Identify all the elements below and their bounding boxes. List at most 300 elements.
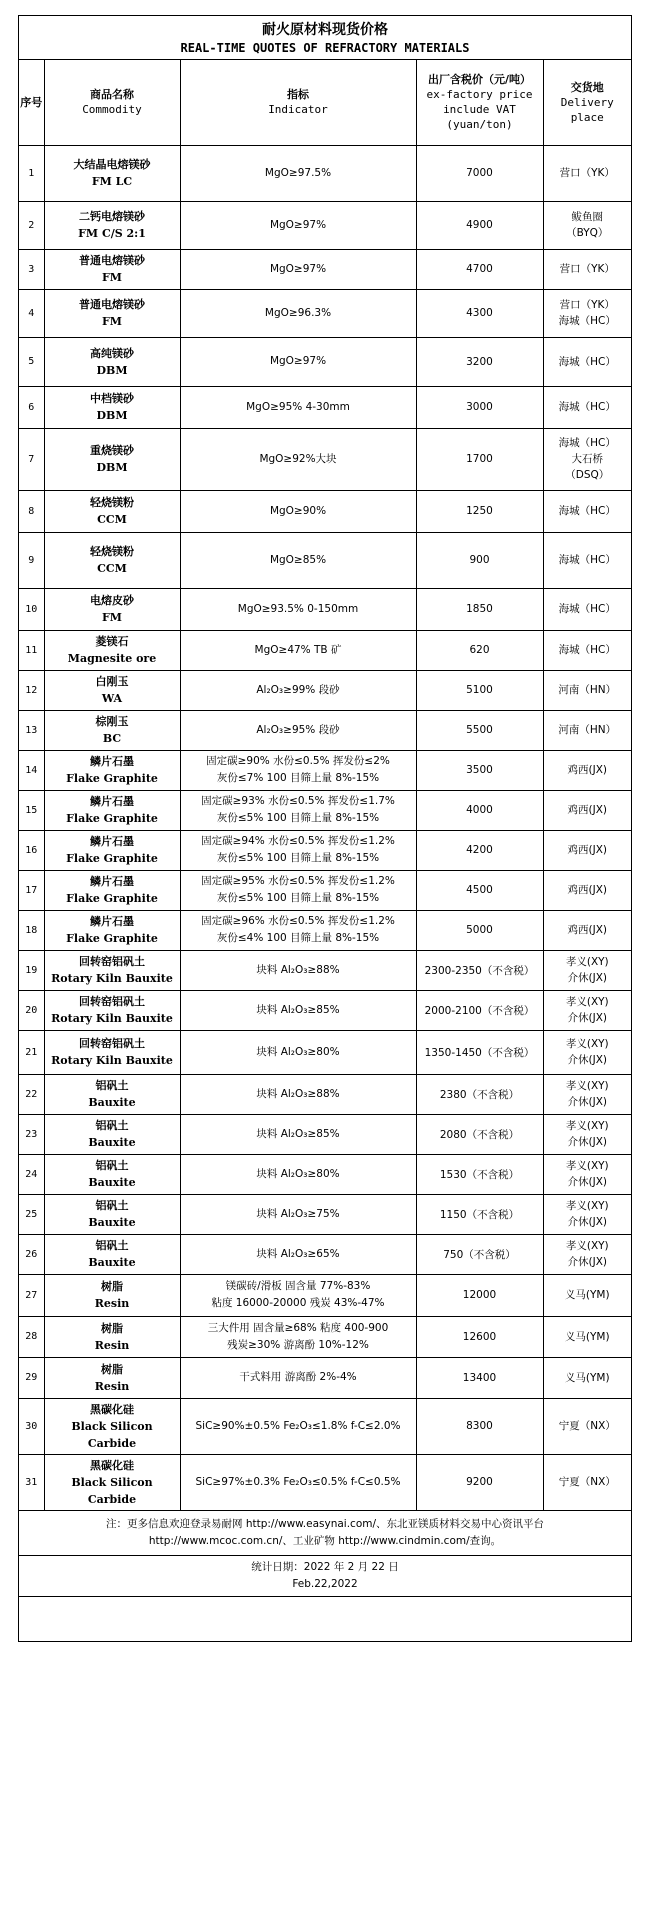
row-number-text: 29 (25, 1372, 38, 1383)
delivery-place-cell (543, 830, 631, 870)
row-number (19, 1274, 44, 1316)
table-row (19, 201, 631, 249)
delivery-place-line: 孝义(XY) (565, 956, 609, 968)
row-number (19, 670, 44, 710)
price-cell (416, 950, 543, 990)
commodity-cn: 回转窑铝矾土 (79, 1037, 145, 1050)
price-cell (416, 870, 543, 910)
delivery-place-line: 鸡西(JX) (567, 844, 607, 856)
price-cell (416, 1316, 543, 1357)
commodity-en: Bauxite (88, 1176, 136, 1189)
table-row (19, 630, 631, 670)
delivery-place-cell (543, 1274, 631, 1316)
commodity-cell (44, 588, 180, 630)
commodity-cell (44, 249, 180, 289)
delivery-place-cell (543, 1154, 631, 1194)
price-cell (416, 1114, 543, 1154)
footer-note (19, 1511, 631, 1555)
indicator-line: 灰份≤4% 100 目筛上量 8%-15% (216, 932, 380, 944)
price-value: 1250 (466, 505, 493, 517)
commodity-cn: 高纯镁砂 (90, 346, 134, 360)
commodity-en: Black Silicon Carbide (71, 1419, 153, 1450)
indicator-cell (180, 588, 416, 630)
indicator-line: 灰份≤5% 100 目筛上量 8%-15% (216, 852, 380, 864)
commodity-cn: 白刚玉 (95, 675, 129, 688)
delivery-place-line: 义马(YM) (564, 1371, 610, 1384)
commodity-en: FM LC (91, 175, 133, 188)
row-number-text: 5 (28, 356, 35, 367)
commodity-en: Bauxite (88, 1216, 136, 1229)
indicator-cell (180, 1074, 416, 1114)
indicator-line: 块料 Al₂O₃≥65% (256, 1247, 340, 1260)
commodity-cell (44, 201, 180, 249)
commodity-cn: 铝矾土 (95, 1119, 129, 1132)
row-number-text: 27 (25, 1289, 38, 1301)
delivery-place-line: 义马(YM) (564, 1330, 610, 1343)
commodity-cell (44, 1154, 180, 1194)
commodity-cell (44, 386, 180, 428)
row-number-text: 25 (25, 1208, 38, 1220)
indicator-line: MgO≥93.5% 0-150mm (237, 602, 359, 615)
indicator-line: 块料 Al₂O₃≥80% (256, 1045, 340, 1058)
header-commodity: 商品名称 Commodity (44, 60, 180, 145)
commodity-cn: 鳞片石墨 (90, 835, 134, 848)
row-number-text: 8 (28, 505, 35, 517)
delivery-place-line: 孝义(XY) (565, 1120, 609, 1132)
table-row (19, 990, 631, 1030)
price-value: 8300 (466, 1420, 493, 1432)
table-row (19, 1398, 631, 1454)
commodity-en: WA (101, 692, 123, 705)
indicator-cell (180, 710, 416, 750)
table-row (19, 910, 631, 950)
table-row (19, 750, 631, 790)
delivery-place-cell (543, 588, 631, 630)
indicator-line: 粘度 16000-20000 残炭 43%-47% (211, 1297, 385, 1309)
price-cell (416, 830, 543, 870)
indicator-line: 块料 Al₂O₃≥88% (256, 963, 340, 976)
delivery-place-line: 孝义(XY) (565, 1038, 609, 1050)
price-value: 7000 (466, 167, 493, 179)
row-number (19, 289, 44, 337)
commodity-cell (44, 990, 180, 1030)
indicator-cell (180, 990, 416, 1030)
row-number-text: 24 (25, 1168, 38, 1180)
delivery-place-cell (543, 910, 631, 950)
delivery-place-line: 孝义(XY) (565, 1080, 609, 1092)
commodity-cn: 中档镁砂 (90, 392, 134, 405)
indicator-cell (180, 630, 416, 670)
indicator-line: 镁碳砖/滑板 固含量 77%-83% (225, 1280, 371, 1292)
table-row (19, 1074, 631, 1114)
price-value: 3200 (466, 355, 493, 368)
table-row (19, 1114, 631, 1154)
header-no: 序号 (19, 60, 44, 145)
indicator-line: 残炭≥30% 游离酚 10%-12% (227, 1338, 369, 1351)
note-line-1: 注：更多信息欢迎登录易耐网 http://www.easynai.com/、东北亚镁质材料交易中心资讯平台 (105, 1517, 545, 1530)
indicator-line: Al₂O₃≥95% 段砂 (256, 723, 340, 736)
commodity-cn: 鳞片石墨 (90, 795, 134, 808)
price-cell (416, 588, 543, 630)
delivery-place-cell (543, 670, 631, 710)
row-number-text: 23 (25, 1128, 38, 1140)
price-cell (416, 710, 543, 750)
table-row (19, 1234, 631, 1274)
commodity-en: Magnesite ore (67, 652, 157, 665)
commodity-cn: 轻烧镁粉 (90, 545, 134, 558)
delivery-place-line: 海城（HC） (558, 644, 616, 656)
price-value: 1700 (466, 453, 493, 465)
delivery-place-line: 介休(JX) (567, 1216, 607, 1228)
indicator-line: 固定碳≥94% 水份≤0.5% 挥发份≤1.2% (201, 835, 395, 847)
delivery-place-line: 海城（HC） (558, 315, 616, 327)
commodity-cn: 轻烧镁粉 (90, 496, 134, 509)
row-number-text: 15 (25, 804, 38, 816)
row-number (19, 1194, 44, 1234)
delivery-place-cell (543, 1074, 631, 1114)
indicator-line: 块料 Al₂O₃≥88% (256, 1087, 340, 1100)
row-number (19, 870, 44, 910)
delivery-place-cell (543, 1316, 631, 1357)
commodity-en: FM (102, 271, 122, 284)
indicator-cell (180, 428, 416, 490)
commodity-cn: 大结晶电熔镁砂 (73, 158, 151, 171)
indicator-line: MgO≥47% TB 矿 (254, 643, 342, 656)
delivery-place-line: 鸡西(JX) (567, 924, 607, 936)
date-cn: 统计日期：2022 年 2 月 22 日 (251, 1560, 399, 1573)
indicator-cell (180, 910, 416, 950)
price-cell (416, 1454, 543, 1510)
price-cell (416, 790, 543, 830)
commodity-cn: 普通电熔镁砂 (79, 254, 145, 267)
delivery-place-line: 孝义(XY) (565, 1240, 609, 1252)
price-cell (416, 1398, 543, 1454)
delivery-place-cell (543, 201, 631, 249)
indicator-cell (180, 337, 416, 386)
delivery-place-line: 义马(YM) (564, 1289, 610, 1301)
indicator-cell (180, 386, 416, 428)
commodity-en: Rotary Kiln Bauxite (51, 972, 173, 985)
indicator-cell (180, 1194, 416, 1234)
row-number-text: 1 (28, 167, 35, 179)
row-number-text: 31 (25, 1476, 38, 1488)
delivery-place-cell (543, 990, 631, 1030)
delivery-place-cell (543, 386, 631, 428)
delivery-place-cell (543, 428, 631, 490)
table-row (19, 337, 631, 386)
row-number (19, 990, 44, 1030)
commodity-en: CCM (97, 562, 127, 575)
commodity-cell (44, 1454, 180, 1510)
indicator-cell (180, 490, 416, 532)
price-value: 2380（不含税） (439, 1088, 520, 1101)
delivery-place-line: 营口（YK） (559, 167, 615, 179)
commodity-cn: 树脂 (101, 1321, 123, 1335)
delivery-place-line: 海城（HC） (558, 505, 616, 517)
table-row (19, 1274, 631, 1316)
indicator-line: MgO≥85% (269, 553, 327, 566)
row-number (19, 1398, 44, 1454)
indicator-cell (180, 950, 416, 990)
delivery-place-line: 海城（HC） (558, 554, 616, 566)
delivery-place-cell (543, 490, 631, 532)
commodity-cn: 回转窑铝矾土 (79, 995, 145, 1008)
delivery-place-line: 河南（HN） (558, 684, 617, 696)
row-number (19, 630, 44, 670)
delivery-place-cell (543, 1454, 631, 1510)
indicator-cell (180, 1357, 416, 1398)
note-line-2: http://www.mcoc.com.cn/、工业矿物 http://www.cindmin.com/查询。 (148, 1534, 502, 1547)
row-number-text: 16 (25, 844, 38, 856)
price-cell (416, 910, 543, 950)
delivery-place-line: 介休(JX) (567, 1136, 607, 1148)
commodity-en: DBM (96, 363, 128, 377)
price-value: 5000 (466, 924, 493, 936)
table-row (19, 289, 631, 337)
price-table (19, 60, 631, 1511)
date-en: Feb.22,2022 (292, 1577, 358, 1590)
table-row (19, 950, 631, 990)
indicator-cell (180, 1274, 416, 1316)
price-value: 4300 (466, 307, 493, 319)
indicator-cell (180, 670, 416, 710)
delivery-place-line: 介休(JX) (567, 1096, 607, 1108)
commodity-en: DBM (96, 409, 128, 422)
sheet-title (19, 16, 631, 60)
commodity-en: Flake Graphite (66, 772, 158, 785)
indicator-cell (180, 249, 416, 289)
price-sheet (18, 15, 632, 1642)
price-cell (416, 1357, 543, 1398)
indicator-line: MgO≥95% 4-30mm (246, 400, 350, 413)
footer-blank-row (19, 1596, 631, 1641)
row-number (19, 750, 44, 790)
indicator-line: 固定碳≥90% 水份≤0.5% 挥发份≤2% (206, 755, 390, 767)
indicator-line: Al₂O₃≥99% 段砂 (256, 683, 340, 696)
table-row (19, 710, 631, 750)
price-value: 3000 (466, 401, 493, 413)
price-value: 4500 (466, 884, 493, 896)
indicator-cell (180, 1398, 416, 1454)
price-cell (416, 386, 543, 428)
indicator-line: MgO≥92%大块 (259, 452, 337, 465)
header-indicator: 指标 Indicator (180, 60, 416, 145)
delivery-place-line: 介休(JX) (567, 972, 607, 984)
commodity-cell (44, 1074, 180, 1114)
indicator-line: 固定碳≥96% 水份≤0.5% 挥发份≤1.2% (201, 915, 395, 927)
price-cell (416, 201, 543, 249)
indicator-cell (180, 1114, 416, 1154)
delivery-place-cell (543, 870, 631, 910)
delivery-place-cell (543, 710, 631, 750)
commodity-cn: 重烧镁砂 (90, 444, 134, 457)
commodity-cn: 树脂 (101, 1280, 123, 1293)
commodity-en: Bauxite (88, 1136, 136, 1149)
row-number (19, 910, 44, 950)
table-row (19, 1454, 631, 1510)
row-number-text: 7 (28, 453, 35, 465)
delivery-place-line: 大石桥 (571, 453, 603, 465)
price-cell (416, 750, 543, 790)
header-delivery-place: 交货地 Delivery place (543, 60, 631, 145)
row-number (19, 1316, 44, 1357)
indicator-cell (180, 1030, 416, 1074)
row-number-text: 11 (25, 644, 38, 656)
price-cell (416, 337, 543, 386)
row-number (19, 1074, 44, 1114)
row-number (19, 386, 44, 428)
commodity-cell (44, 490, 180, 532)
row-number (19, 950, 44, 990)
price-cell (416, 670, 543, 710)
table-row (19, 1154, 631, 1194)
commodity-en: Resin (94, 1297, 130, 1310)
price-cell (416, 490, 543, 532)
row-number (19, 588, 44, 630)
delivery-place-line: 鸡西(JX) (567, 804, 607, 816)
indicator-cell (180, 1316, 416, 1357)
indicator-line: MgO≥97% (269, 218, 327, 231)
commodity-cell (44, 950, 180, 990)
delivery-place-line: 孝义(XY) (565, 996, 609, 1008)
delivery-place-line: 孝义(XY) (565, 1200, 609, 1212)
delivery-place-cell (543, 249, 631, 289)
commodity-cell (44, 428, 180, 490)
delivery-place-cell (543, 950, 631, 990)
delivery-place-cell (543, 790, 631, 830)
price-value: 1530（不含税） (439, 1168, 520, 1181)
row-number-text: 4 (28, 307, 35, 319)
row-number (19, 428, 44, 490)
delivery-place-cell (543, 1194, 631, 1234)
table-row (19, 249, 631, 289)
indicator-line: MgO≥90% (269, 504, 327, 517)
row-number (19, 790, 44, 830)
price-cell (416, 1030, 543, 1074)
commodity-cn: 铝矾土 (95, 1239, 129, 1252)
indicator-cell (180, 1234, 416, 1274)
row-number-text: 9 (28, 554, 35, 566)
indicator-line: 三大件用 固含量≥68% 粘度 400-900 (207, 1321, 389, 1334)
delivery-place-line: 海城（HC） (558, 603, 616, 615)
row-number-text: 14 (25, 764, 38, 776)
delivery-place-cell (543, 289, 631, 337)
price-value: 1350-1450（不含税） (424, 1046, 535, 1059)
commodity-en: Resin (94, 1379, 130, 1393)
commodity-cn: 电熔皮砂 (90, 594, 134, 607)
commodity-en: Rotary Kiln Bauxite (51, 1054, 173, 1067)
price-cell (416, 532, 543, 588)
delivery-place-line: 宁夏（NX） (558, 1476, 616, 1488)
delivery-place-line: （BYQ） (566, 227, 609, 239)
table-row (19, 830, 631, 870)
row-number (19, 490, 44, 532)
delivery-place-cell (543, 532, 631, 588)
delivery-place-line: 鲅鱼圈 (571, 211, 603, 223)
delivery-place-cell (543, 1114, 631, 1154)
commodity-en: Bauxite (88, 1096, 136, 1109)
row-number-text: 13 (25, 724, 38, 736)
row-number (19, 249, 44, 289)
commodity-cell (44, 630, 180, 670)
price-value: 12000 (462, 1289, 497, 1301)
commodity-cn: 铝矾土 (95, 1199, 129, 1212)
commodity-cell (44, 1114, 180, 1154)
commodity-cell (44, 750, 180, 790)
indicator-line: MgO≥97% (269, 355, 327, 367)
indicator-cell (180, 532, 416, 588)
indicator-cell (180, 750, 416, 790)
row-number (19, 1234, 44, 1274)
price-value: 12600 (462, 1330, 497, 1343)
table-row (19, 670, 631, 710)
delivery-place-cell (543, 1030, 631, 1074)
price-value: 620 (469, 644, 490, 656)
commodity-en: Bauxite (88, 1256, 136, 1269)
commodity-cell (44, 830, 180, 870)
commodity-cn: 菱镁石 (95, 635, 129, 648)
commodity-en: CCM (97, 513, 127, 526)
row-number-text: 18 (25, 924, 38, 936)
delivery-place-line: 海城（HC） (558, 401, 616, 413)
commodity-cell (44, 289, 180, 337)
row-number (19, 145, 44, 201)
commodity-cell (44, 1398, 180, 1454)
indicator-line: 块料 Al₂O₃≥85% (256, 1127, 340, 1140)
row-number (19, 1030, 44, 1074)
delivery-place-cell (543, 1398, 631, 1454)
commodity-en: Resin (94, 1338, 130, 1352)
indicator-line: 块料 Al₂O₃≥75% (256, 1207, 340, 1220)
row-number-text: 26 (25, 1248, 38, 1260)
commodity-cell (44, 532, 180, 588)
indicator-cell (180, 830, 416, 870)
price-value: 750（不含税） (443, 1248, 516, 1261)
table-row (19, 490, 631, 532)
price-value: 5500 (466, 724, 493, 736)
commodity-cell (44, 1274, 180, 1316)
commodity-cn: 鳞片石墨 (90, 755, 134, 768)
row-number-text: 30 (25, 1420, 38, 1432)
delivery-place-cell (543, 1234, 631, 1274)
delivery-place-line: 营口（YK） (559, 263, 615, 275)
table-row (19, 428, 631, 490)
row-number (19, 1154, 44, 1194)
indicator-line: SiC≥97%±0.3% Fe₂O₃≤0.5% f-C≤0.5% (195, 1475, 401, 1488)
commodity-cell (44, 1357, 180, 1398)
table-row (19, 1316, 631, 1357)
table-row (19, 532, 631, 588)
price-value: 4200 (466, 844, 493, 856)
delivery-place-line: 介休(JX) (567, 1176, 607, 1188)
indicator-cell (180, 790, 416, 830)
title-cn: 耐火原材料现货价格 (262, 22, 388, 38)
indicator-line: 灰份≤5% 100 目筛上量 8%-15% (216, 892, 380, 904)
row-number-text: 19 (25, 964, 38, 976)
row-number-text: 12 (25, 684, 38, 696)
price-value: 9200 (466, 1476, 493, 1488)
price-value: 3500 (466, 764, 493, 776)
commodity-cn: 树脂 (101, 1362, 123, 1376)
row-number-text: 17 (25, 884, 38, 896)
commodity-cell (44, 1234, 180, 1274)
table-row (19, 145, 631, 201)
delivery-place-line: 介休(JX) (567, 1054, 607, 1066)
delivery-place-line: 河南（HN） (558, 724, 617, 736)
delivery-place-cell (543, 750, 631, 790)
delivery-place-line: 海城（HC） (558, 355, 616, 368)
delivery-place-line: 海城（HC） (558, 437, 616, 449)
